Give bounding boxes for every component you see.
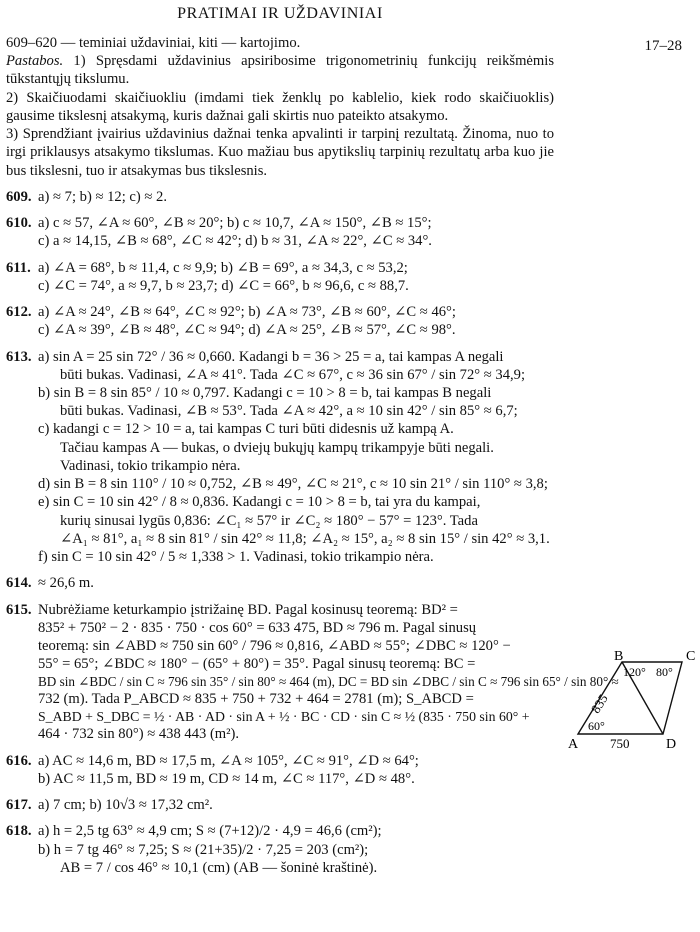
answer-line: 732 (m). Tada P_ABCD ≈ 835 + 750 + 732 + 464 = 2781 (m); S_ABCD = — [38, 691, 474, 707]
problem-number: 616. — [6, 752, 32, 769]
answer-line: ∠A₁ ≈ 81°, a₁ ≈ 8 sin 81° / sin 42° ≈ 11,8; ∠A₂ ≈ 15°, a₂ ≈ 8 sin 15° / sin 42° ≈ 3,1. — [60, 530, 550, 547]
answer-line: būti bukas. Vadinasi, ∠A ≈ 41°. Tada ∠C ≈ 67°, c ≈ 36 sin 67° / sin 72° ≈ 34,9; — [60, 366, 526, 383]
problem-number: 610. — [6, 215, 32, 232]
page-range: 17–28 — [644, 38, 682, 54]
answer-line: AB = 7 / cos 46° ≈ 10,1 (cm) (AB — šoninė kraštinė). — [60, 859, 378, 876]
vertex-a-label: A — [568, 737, 579, 750]
answer-line: c) a ≈ 14,15, ∠B ≈ 68°, ∠C ≈ 42°; d) b ≈ 31, ∠A ≈ 22°, ∠C ≈ 34°. — [38, 233, 432, 250]
answer-line: b) AC ≈ 11,5 m, BD ≈ 19 m, CD ≈ 14 m, ∠C ≈ 117°, ∠D ≈ 48°. — [38, 770, 415, 787]
problem-618 — [6, 822, 692, 877]
answer-line: teoremą: sin ∠ABD ≈ 750 sin 60° / 796 ≈ 0,816, ∠ABD ≈ 55°; ∠DBC ≈ 120° − — [38, 638, 511, 655]
problem-609 — [6, 188, 692, 206]
answer-line: a) 7 cm; b) 10√3 ≈ 17,32 cm². — [38, 797, 213, 814]
answer-line: a) h = 2,5 tg 63° ≈ 4,9 cm; S ≈ (7+12)/2 · 4,9 = 46,6 (cm²); — [38, 823, 382, 840]
problem-616 — [6, 752, 692, 788]
problem-number: 618. — [6, 823, 32, 840]
problem-617 — [6, 796, 692, 814]
answer-line: BD sin ∠BDC / sin C ≈ 796 sin 35° / sin 80° ≈ 464 (m), DC = BD sin ∠DBC / sin C ≈ 796 sin 65° / sin 80° ≈ — [38, 673, 619, 689]
answer-line: Nubrėžiame keturkampio įstrižainę BD. Pagal kosinusų teoremą: BD² = — [38, 601, 458, 618]
answer-line: c) kadangi c = 12 > 10 = a, tai kampas C turi būti didesnis už kampą A. — [38, 421, 454, 438]
problem-611 — [6, 259, 692, 295]
angle-b-label: 120° — [623, 665, 646, 679]
answer-line: S_ABD + S_DBC = ½ · AB · AD · sin A + ½ · BC · CD · sin C ≈ ½ (835 · 750 sin 60° + — [38, 709, 530, 725]
pastabos-label: Pastabos. — [6, 53, 64, 70]
problem-610 — [6, 214, 692, 250]
answer-line: a) sin A = 25 sin 72° / 36 ≈ 0,660. Kadangi b = 36 > 25 = a, tai kampas A negali — [38, 348, 504, 365]
answer-line: a) ∠A = 68°, b ≈ 11,4, c ≈ 9,9; b) ∠B = 69°, a ≈ 34,3, c ≈ 53,2; — [38, 259, 408, 276]
note-2: 2) Skaičiuodami skaičiuokliu (imdami tiek ženklų po kablelio, kiek rodo skaičiuoklis) gausime tikslesnį atsakymą, kuris dažnai gali skirtis nuo pateikto atsakymo. — [6, 89, 554, 124]
answer-line: c) ∠A ≈ 39°, ∠B ≈ 48°, ∠C ≈ 94°; d) ∠A ≈ 25°, ∠B ≈ 57°, ∠C ≈ 98°. — [38, 322, 456, 339]
answer-line: f) sin C = 10 sin 42° / 5 ≈ 1,338 > 1. Vadinasi, tokio trikampio nėra. — [38, 549, 434, 566]
problem-number: 609. — [6, 188, 32, 205]
vertex-c-label: C — [686, 650, 696, 664]
note-1-text: 1) Spręsdami uždavinius apsiribosime trigonometrinių funkcijų reikšmėmis tūkstantųjų tikslumu. — [6, 53, 554, 88]
angle-c-label: 80° — [656, 665, 673, 679]
note-3: 3) Sprendžiant įvairius uždavinius dažnai tenka apvalinti ir tarpinį rezultatą. Žinoma, nuo to irgi priklausys atsakymo tikslumas. Kuo mažiau bus apytikslių tarpinių rezultatų arba kuo jie bus tikslesni, tuo ir atsakymas bus tikslesnis. — [6, 126, 554, 179]
intro-line: 609–620 — teminiai uždaviniai, kiti — kartojimo. — [6, 35, 301, 51]
answer-line: 464 · 732 sin 80°) ≈ 438 443 (m²). — [38, 726, 240, 743]
side-ab-label: 835 — [587, 691, 611, 716]
answer-line: ≈ 26,6 m. — [38, 575, 94, 592]
problem-number: 617. — [6, 797, 32, 814]
problem-614 — [6, 574, 692, 592]
intro-notes — [6, 34, 554, 180]
page-title: PRATIMAI IR UŽDAVINIAI — [177, 5, 383, 22]
answer-line: a) c ≈ 57, ∠A ≈ 60°, ∠B ≈ 20°; b) c ≈ 10,7, ∠A ≈ 150°, ∠B ≈ 15°; — [38, 215, 432, 232]
answer-line: c) ∠C = 74°, a ≈ 9,7, b ≈ 23,7; d) ∠C = 66°, b ≈ 96,6, c ≈ 88,7. — [38, 277, 409, 294]
answer-line: Vadinasi, tokio trikampio nėra. — [60, 457, 241, 474]
answer-line: d) sin B = 8 sin 110° / 10 ≈ 0,752, ∠B ≈ 49°, ∠C ≈ 21°, c ≈ 10 sin 21° / sin 110° ≈ 3,8; — [38, 476, 548, 493]
angle-a-label: 60° — [588, 719, 605, 733]
problem-612 — [6, 303, 692, 339]
problem-number: 614. — [6, 575, 32, 592]
answer-line: 55° = 65°; ∠BDC ≈ 180° − (65° + 80°) = 35°. Pagal sinusų teoremą: BC = — [38, 656, 476, 673]
vertex-d-label: D — [666, 737, 677, 750]
problem-613 — [6, 348, 692, 567]
answer-line: b) h = 7 tg 46° ≈ 7,25; S ≈ (21+35)/2 · 7,25 = 203 (cm²); — [38, 841, 369, 858]
answer-line: a) AC ≈ 14,6 m, BD ≈ 17,5 m, ∠A ≈ 105°, ∠C ≈ 91°, ∠D ≈ 64°; — [38, 752, 419, 769]
answer-line: a) ≈ 7; b) ≈ 12; c) ≈ 2. — [38, 188, 167, 205]
answer-line: Tačiau kampas A — bukas, o dviejų bukųjų kampų trikampyje būti negali. — [60, 439, 494, 456]
page-content — [6, 34, 692, 877]
answer-line: būti bukas. Vadinasi, ∠B ≈ 53°. Tada ∠A ≈ 42°, a ≈ 10 sin 42° / sin 85° ≈ 6,7; — [60, 403, 518, 420]
note-1 — [6, 52, 554, 88]
quadrilateral-figure — [568, 650, 698, 750]
vertex-b-label: B — [614, 650, 624, 664]
problem-number: 611. — [6, 259, 31, 276]
answer-line: 835² + 750² − 2 · 835 · 750 · cos 60° = 633 475, BD ≈ 796 m. Pagal sinusų — [38, 619, 477, 636]
side-ad-label: 750 — [610, 736, 630, 750]
answer-line: kurių sinusai lygūs 0,836: ∠C₁ ≈ 57° ir ∠C₂ ≈ 180° − 57° = 123°. Tada — [60, 512, 478, 529]
problem-number: 613. — [6, 348, 32, 365]
answer-line: a) ∠A ≈ 24°, ∠B ≈ 64°, ∠C ≈ 92°; b) ∠A ≈ 73°, ∠B ≈ 60°, ∠C ≈ 46°; — [38, 304, 456, 321]
answer-line: b) sin B = 8 sin 85° / 10 ≈ 0,797. Kadangi c = 10 > 8 = b, tai kampas B negali — [38, 384, 492, 401]
answer-line: e) sin C = 10 sin 42° / 8 ≈ 0,836. Kadangi c = 10 > 8 = b, tai yra du kampai, — [38, 494, 481, 511]
quadrilateral-diagram — [568, 650, 698, 750]
problem-number: 615. — [6, 601, 32, 618]
problem-number: 612. — [6, 304, 32, 321]
